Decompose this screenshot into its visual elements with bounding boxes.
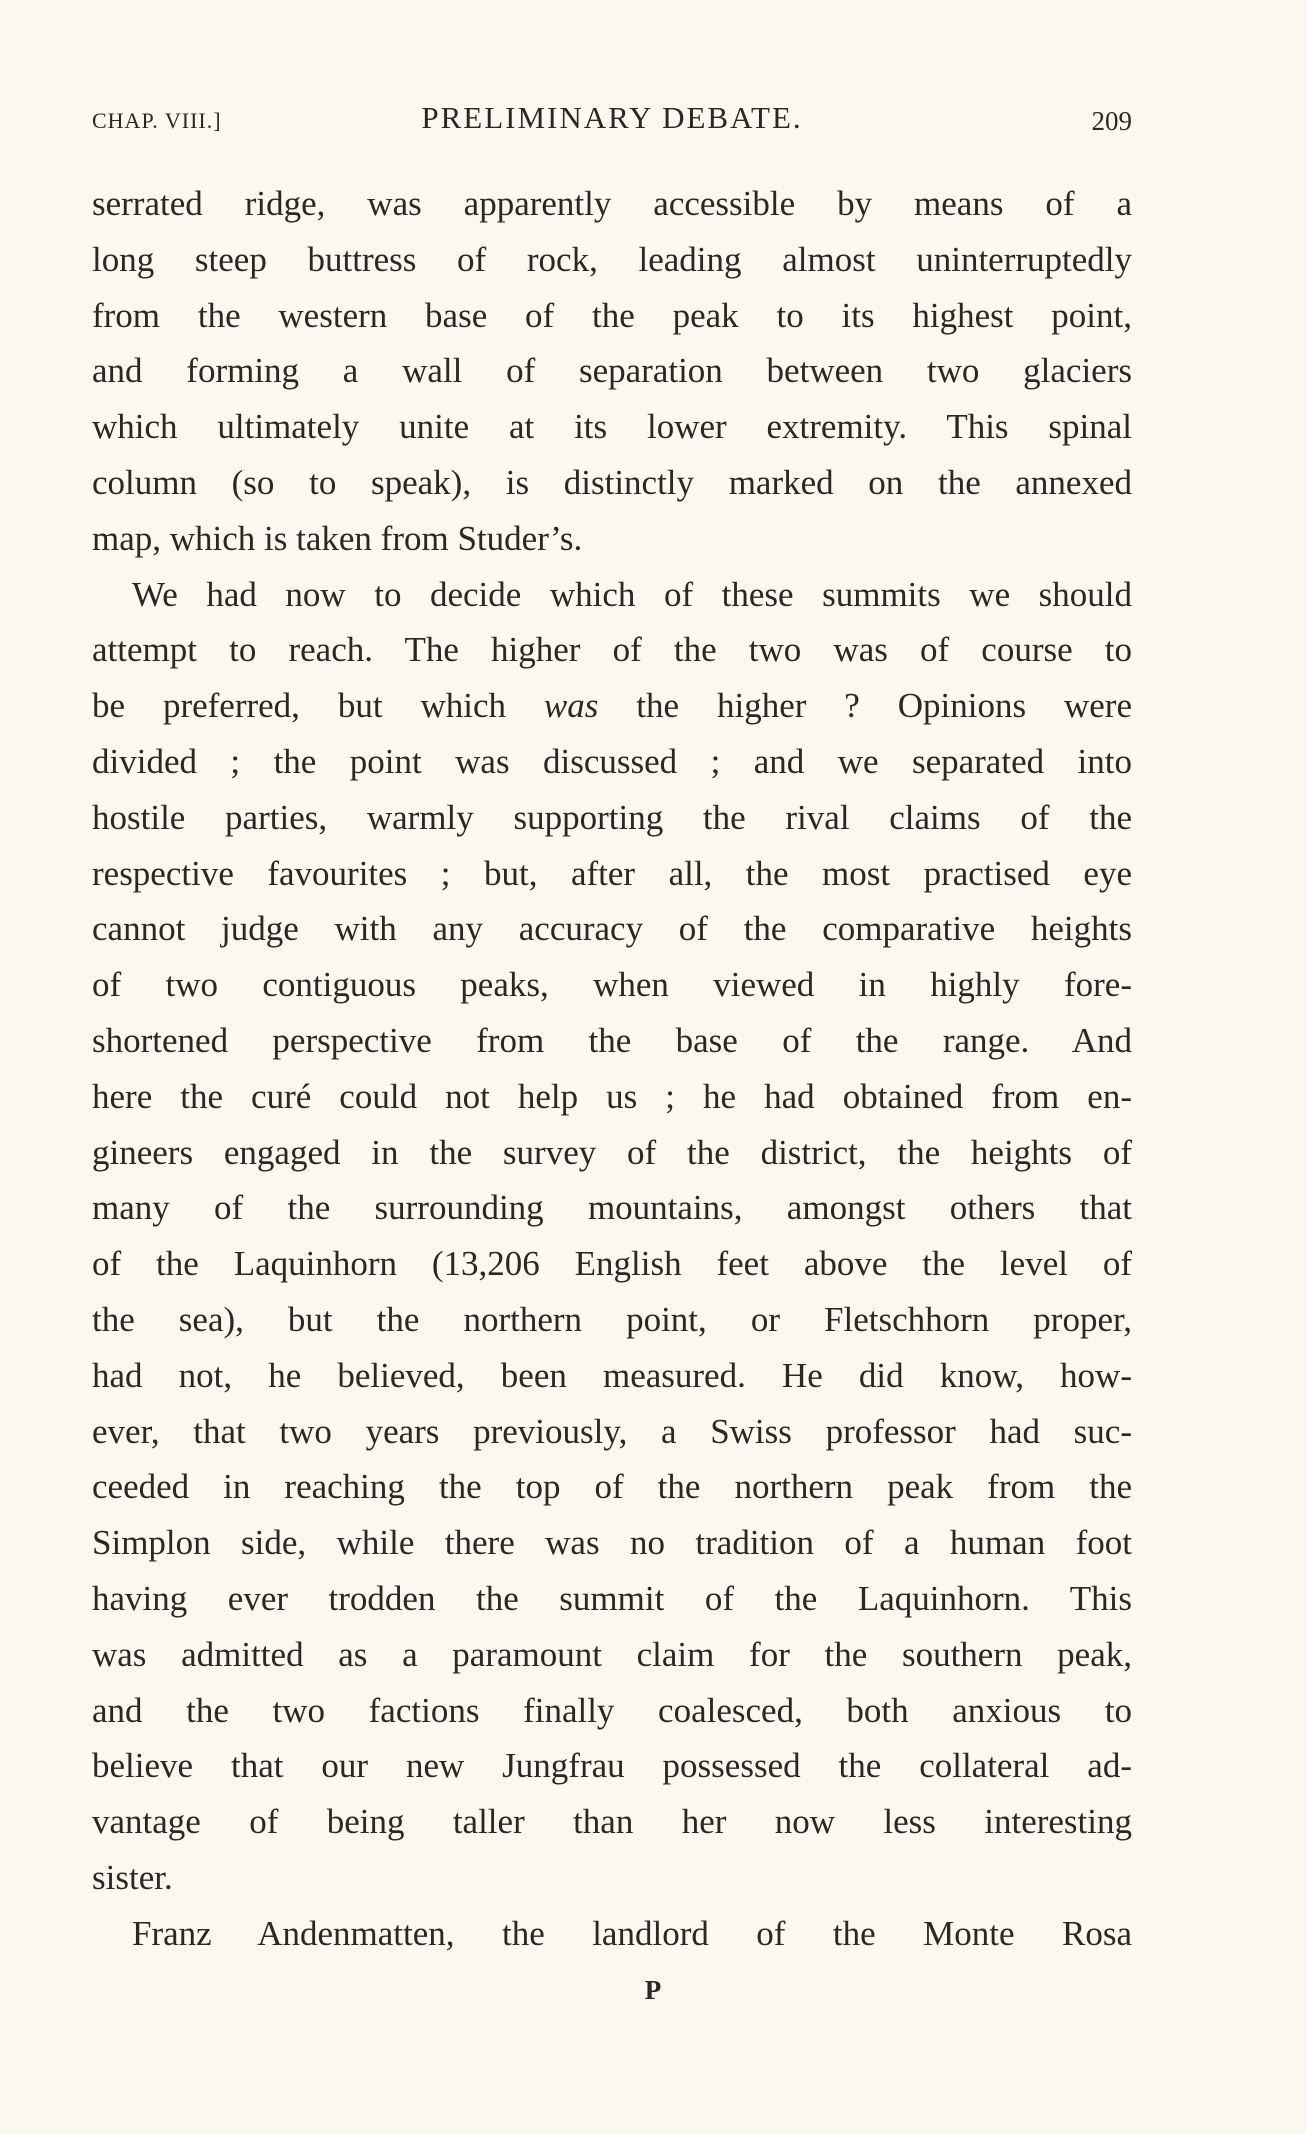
text-line: attempt to reach. The higher of the two was of course to bbox=[92, 630, 1132, 670]
text-line: and the two factions finally coalesced, both anxious to bbox=[92, 1690, 1132, 1730]
page-number: 209 bbox=[1091, 106, 1132, 136]
text-line: many of the surrounding mountains, amongst others that bbox=[92, 1188, 1132, 1228]
text-line: was admitted as a paramount claim for the southern peak, bbox=[92, 1634, 1132, 1674]
text-segment: be preferred, but which bbox=[92, 686, 544, 726]
text-line: of the Laquinhorn (13,206 English feet above the level of bbox=[92, 1244, 1132, 1284]
text-line: gineers engaged in the survey of the district, the heights of bbox=[92, 1132, 1132, 1172]
text-line: sister. bbox=[92, 1857, 173, 1897]
signature-mark: P bbox=[644, 1975, 663, 2005]
text-line: of two contiguous peaks, when viewed in highly fore- bbox=[92, 965, 1132, 1005]
text-line: cannot judge with any accuracy of the comparative heights bbox=[92, 909, 1132, 949]
text-line: from the western base of the peak to its highest point, bbox=[92, 295, 1132, 335]
text-line: Simplon side, while there was no tradition of a human foot bbox=[92, 1523, 1132, 1563]
text-line: ever, that two years previously, a Swiss professor had suc- bbox=[92, 1411, 1132, 1451]
text-line: the sea), but the northern point, or Fletschhorn proper, bbox=[92, 1299, 1132, 1339]
text-line: here the curé could not help us ; he had obtained from en- bbox=[92, 1076, 1132, 1116]
text-line-with-italic bbox=[92, 678, 1132, 734]
body-text bbox=[92, 176, 1132, 1962]
text-line: had not, he believed, been measured. He did know, how- bbox=[92, 1355, 1132, 1395]
text-line: which ultimately unite at its lower extremity. This spinal bbox=[92, 407, 1132, 447]
text-line: long steep buttress of rock, leading almost uninterruptedly bbox=[92, 239, 1132, 279]
chapter-reference: CHAP. VIII.] bbox=[92, 108, 222, 133]
text-line: having ever trodden the summit of the Laquinhorn. This bbox=[92, 1578, 1132, 1618]
italic-word: was bbox=[543, 686, 599, 726]
text-line: shortened perspective from the base of the range. And bbox=[92, 1020, 1132, 1060]
text-line: map, which is taken from Studer’s. bbox=[92, 518, 583, 558]
text-line: believe that our new Jungfrau possessed the collateral ad- bbox=[92, 1746, 1132, 1786]
text-segment: the higher ? Opinions were bbox=[598, 686, 1132, 726]
text-line: divided ; the point was discussed ; and we separated into bbox=[92, 741, 1132, 781]
text-line: respective favourites ; but, after all, the most practised eye bbox=[92, 853, 1132, 893]
text-line: ceeded in reaching the top of the northern peak from the bbox=[92, 1467, 1132, 1507]
text-line: serrated ridge, was apparently accessible by means of a bbox=[92, 184, 1132, 223]
running-head bbox=[92, 100, 1132, 140]
paragraph-start-line: Franz Andenmatten, the landlord of the Monte Rosa bbox=[132, 1913, 1132, 1953]
text-line: column (so to speak), is distinctly marked on the annexed bbox=[92, 462, 1132, 502]
running-title: PRELIMINARY DEBATE. bbox=[421, 100, 803, 135]
text-line: vantage of being taller than her now less interesting bbox=[92, 1802, 1132, 1842]
text-line: and forming a wall of separation between two glaciers bbox=[92, 351, 1132, 391]
paragraph-start-line: We had now to decide which of these summits we should bbox=[132, 574, 1132, 614]
text-line: hostile parties, warmly supporting the rival claims of the bbox=[92, 797, 1132, 837]
